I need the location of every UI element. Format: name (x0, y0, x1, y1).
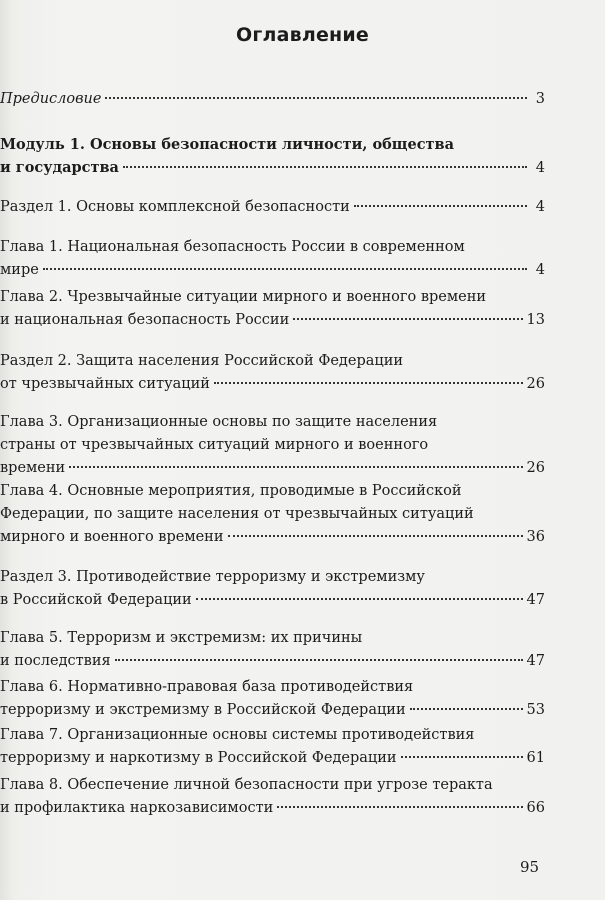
toc-entry-text: Модуль 1. Основы безопасности личности, общества (0, 136, 455, 153)
toc-entry-text: и национальная безопасность России (0, 312, 290, 328)
toc-entry-text: Глава 5. Терроризм и экстремизм: их причины (0, 630, 363, 646)
dot-leader (277, 805, 522, 808)
toc-entry-line (0, 627, 545, 650)
dot-leader (293, 317, 522, 320)
toc-entry-line (0, 589, 545, 612)
dot-leader (214, 381, 523, 384)
toc-entry-line (0, 434, 545, 457)
toc-entry-text: и государства (0, 159, 119, 176)
dot-leader (354, 204, 527, 207)
toc-page-number: 53 (526, 702, 545, 718)
toc-page-number: 26 (526, 376, 545, 392)
toc-entry (0, 88, 545, 111)
toc-entry-line (0, 724, 545, 747)
toc-entry-text: терроризму и экстремизму в Российской Федерации (0, 702, 406, 718)
dot-leader (43, 267, 527, 270)
toc-entry-line (0, 526, 545, 549)
toc-entry-line (0, 676, 545, 699)
toc-entry-text: мире (0, 262, 39, 278)
toc-entry-line (0, 503, 545, 526)
dot-leader (105, 96, 527, 99)
toc-entry-text: Глава 1. Национальная безопасность России в современном (0, 239, 465, 255)
toc-page-number: 26 (526, 460, 545, 476)
toc-entry-text: и профилактика наркозависимости (0, 800, 274, 816)
dot-leader (410, 707, 523, 710)
toc-entry-text: от чрезвычайных ситуаций (0, 376, 210, 392)
toc-entry-line (0, 699, 545, 722)
toc-entry-text: Раздел 3. Противодействие терроризму и экстремизму (0, 569, 425, 585)
toc-entry (0, 676, 545, 722)
toc-entry-line (0, 133, 545, 156)
toc-entry-text: терроризму и наркотизму в Российской Федерации (0, 750, 397, 766)
toc-entry-text: Федерации, по защите населения от чрезвычайных ситуаций (0, 506, 474, 522)
toc-entry-text: времени (0, 460, 66, 476)
toc-entry-text: Глава 6. Нормативно-правовая база противодействия (0, 679, 414, 695)
toc-entry (0, 566, 545, 612)
toc-page-number: 3 (535, 91, 545, 107)
toc-entry-text: Предисловие (0, 91, 102, 107)
toc-entry-line (0, 650, 545, 673)
toc-entry-text: Раздел 1. Основы комплексной безопасности (0, 199, 350, 215)
dot-leader (69, 465, 522, 468)
toc-entry-text: мирного и военного времени (0, 529, 224, 545)
toc-entry-text: Глава 8. Обеспечение личной безопасности при угрозе теракта (0, 777, 493, 793)
toc-entry-line (0, 350, 545, 373)
dot-leader (401, 755, 523, 758)
toc-page-number: 4 (535, 160, 545, 176)
toc-entry (0, 774, 545, 820)
toc-entry-text: Глава 4. Основные мероприятия, проводимые в Российской (0, 483, 462, 499)
toc-entry (0, 350, 545, 396)
toc-entry-line (0, 411, 545, 434)
toc-entry-text: в Российской Федерации (0, 592, 192, 608)
page-title: Оглавление (236, 24, 369, 46)
toc-entry (0, 236, 545, 282)
toc-page-number: 47 (526, 592, 545, 608)
toc-entry (0, 133, 545, 179)
dot-leader (115, 658, 523, 661)
toc-page-number: 36 (526, 529, 545, 545)
toc-entry-line (0, 566, 545, 589)
toc-page-number: 4 (535, 199, 545, 215)
toc-entry-text: Глава 7. Организационные основы системы противодействия (0, 727, 475, 743)
toc-entry-text: страны от чрезвычайных ситуаций мирного и военного (0, 437, 429, 453)
toc-entry (0, 627, 545, 673)
toc-entry-line (0, 259, 545, 282)
toc-entry-line (0, 286, 545, 309)
dot-leader (228, 534, 523, 537)
toc-entry-line (0, 236, 545, 259)
toc-entry-line (0, 480, 545, 503)
toc-entry-text: Глава 3. Организационные основы по защите населения (0, 414, 438, 430)
dot-leader (123, 165, 527, 168)
toc-page-number: 61 (526, 750, 545, 766)
toc-entry-text: Раздел 2. Защита населения Российской Федерации (0, 353, 404, 369)
toc-entry (0, 480, 545, 549)
toc-page-number: 4 (535, 262, 545, 278)
toc-entry-line (0, 196, 545, 219)
toc-entry-text: и последствия (0, 653, 111, 669)
toc-entry-line (0, 156, 545, 179)
toc-page-number: 66 (526, 800, 545, 816)
toc-entry (0, 196, 545, 219)
toc-entry (0, 286, 545, 332)
toc-entry-line (0, 88, 545, 111)
toc-entry-line (0, 373, 545, 396)
toc-page-number: 47 (526, 653, 545, 669)
toc-entry-line (0, 797, 545, 820)
toc-entry (0, 724, 545, 770)
toc-entry-line (0, 747, 545, 770)
toc-entry-line (0, 774, 545, 797)
toc-entry-line (0, 457, 545, 480)
dot-leader (196, 597, 523, 600)
toc-entry-text: Глава 2. Чрезвычайные ситуации мирного и военного времени (0, 289, 487, 305)
toc-entry-line (0, 309, 545, 332)
toc-page-number: 13 (526, 312, 545, 328)
toc-entry (0, 411, 545, 480)
page-number: 95 (520, 858, 540, 876)
